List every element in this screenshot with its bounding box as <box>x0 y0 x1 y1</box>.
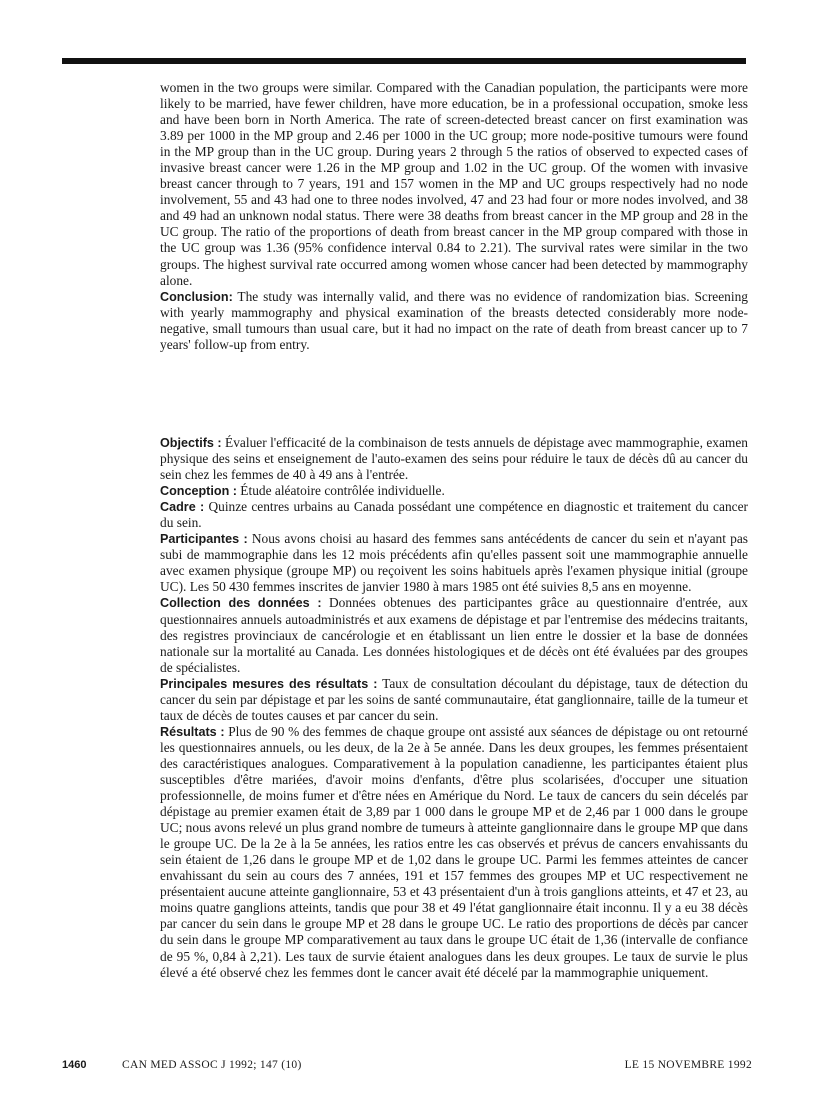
participantes-label: Participantes : <box>160 532 248 547</box>
issue-date: LE 15 NOVEMBRE 1992 <box>624 1059 752 1071</box>
resultats-text: Plus de 90 % des femmes de chaque groupe ont assisté aux séances de dépistage ou ont retourné les questionnaires annuels, ou les deux, de la 2e à 5e année. Dans les deux groupes, les femmes présentaient des caractéristiques analogues. Comparativement à la population canadienne, les participantes étaient plus susceptibles d'être mariées, d'avoir moins d'enfants, d'être plus scolarisées, d'occuper une situation professionnelle, de moins fumer et d'être nées en Amérique du Nord. Le taux de cancers du sein décelés par dépistage au premier examen était de 3,89 par 1 000 dans le groupe MP et de 2,46 par 1 000 dans le groupe UC; nous avons relevé un plus grand nombre de tumeurs à atteinte ganglionnaire dans le groupe MP que dans le groupe UC. De la 2e à la 5e années, les ratios entre les cas observés et prévus de cancers envahissants du sein étaient de 1,26 dans le groupe MP et de 1,02 dans le groupe UC. Parmi les femmes atteintes de cancer envahissant du sein au cours des 7 années, 191 et 157 femmes des groupes MP et UC respectivement ne présentaient aucune atteinte ganglionnaire, 53 et 43 présentaient d'un à trois ganglions atteints, et 47 et 23, au moins quatre ganglions atteints, tandis que pour 38 et 49 l'état ganglionnaire était inconnu. Il y a eu 38 décès par cancer du sein dans le groupe MP et 28 dans le groupe UC. Le ratio des proportions de décès par cancer du sein dans le groupe MP comparativement au taux dans le groupe UC était de 1,36 (intervalle de confiance de 95 %, 0,84 à 2,21). Les taux de survie étaient analogues dans les deux groupes. Le taux de survie le plus élevé a été observé chez les femmes dont le cancer avait été décelé par la mammographie uniquement. <box>160 723 748 980</box>
conclusion-label: Conclusion: <box>160 289 233 304</box>
cadre-paragraph <box>160 499 748 531</box>
french-abstract <box>160 435 748 981</box>
participantes-paragraph <box>160 531 748 595</box>
mesures-label: Principales mesures des résultats : <box>160 676 378 691</box>
cadre-text: Quinze centres urbains au Canada possédant une compétence en diagnostic et traitement du cancer du sein. <box>160 499 748 531</box>
results-paragraph: women in the two groups were similar. Compared with the Canadian population, the participants were more likely to be married, have fewer children, have more education, be in a professional occupation, smoke less and have been born in North America. The rate of screen-detected breast cancer on first examination was 3.89 per 1000 in the MP group and 2.46 per 1000 in the UC group; more node-positive tumours were found in the MP group than in the UC group. During years 2 through 5 the ratios of observed to expected cases of invasive breast cancer were 1.26 in the MP group and 1.02 in the UC group. Of the women with invasive breast cancer through to 7 years, 191 and 157 women in the MP and UC groups respectively had no node involvement, 55 and 43 had one to three nodes involved, 47 and 23 had four or more nodes involved, and 38 and 49 had an unknown nodal status. There were 38 deaths from breast cancer in the MP group and 28 in the UC group. The ratio of the proportions of death from breast cancer in the MP group compared with those in the UC group was 1.36 (95% confidence interval 0.84 to 2.21). The survival rates were similar in the two groups. The highest survival rate occurred among women whose cancer had been detected by mammography alone. <box>160 80 748 288</box>
objectifs-text: Évaluer l'efficacité de la combinaison de tests annuels de dépistage avec mammographie, examen physique des seins et enseignement de l'auto-examen des seins pour réduire le taux de décès dû au cancer du sein chez les femmes de 40 à 49 ans à l'entrée. <box>160 435 748 483</box>
conclusion-paragraph <box>160 289 748 353</box>
conception-paragraph <box>160 483 748 499</box>
top-rule <box>62 58 746 64</box>
mesures-text: Taux de consultation découlant du dépistage, taux de détection du cancer du sein par dépistage et par les soins de santé communautaire, état ganglionnaire, taille de la tumeur et taux de décès de toutes causes et par cancer du sein. <box>160 675 748 723</box>
resultats-label: Résultats : <box>160 724 225 739</box>
collection-label: Collection des données : <box>160 596 322 611</box>
objectifs-paragraph <box>160 435 748 483</box>
collection-paragraph <box>160 595 748 675</box>
english-abstract <box>160 80 748 353</box>
conception-label: Conception : <box>160 484 237 499</box>
objectifs-label: Objectifs : <box>160 436 222 450</box>
journal-citation: CAN MED ASSOC J 1992; 147 (10) <box>122 1059 302 1071</box>
participantes-text: Nous avons choisi au hasard des femmes sans antécédents de cancer du sein et n'ayant pas subi de mammographie dans les 12 mois précédents afin qu'elles passent soit une mammographie annuelle avec examen physique (groupe MP) ou reçoivent les soins habituels après l'examen physique initial (groupe UC). Les 50 430 femmes inscrites de janvier 1980 à mars 1985 ont été suivies 8,5 ans en moyenne. <box>160 531 748 595</box>
conclusion-text: The study was internally valid, and there was no evidence of randomization bias. Screening with yearly mammography and physical examination of the breasts detected considerably more node-negative, small tumours than usual care, but it had no impact on the rate of death from breast cancer up to 7 years' follow-up from entry. <box>160 288 748 352</box>
page-footer <box>62 1059 752 1077</box>
collection-text: Données obtenues des participantes grâce au questionnaire d'entrée, aux questionnaires annuels autoadministrés et aux examens de dépistage et par l'entremise des médecins traitants, des registres provinciaux de cancérologie et en établissant un lien entre le dossier et la base de données nationale sur la mortalité au Canada. Les données histologiques et de décès ont été évaluées par des groupes de spécialistes. <box>160 595 748 675</box>
cadre-label: Cadre : <box>160 500 205 515</box>
conception-text: Étude aléatoire contrôlée individuelle. <box>236 483 445 499</box>
mesures-paragraph <box>160 676 748 724</box>
resultats-paragraph <box>160 724 748 981</box>
page-number: 1460 <box>62 1059 87 1071</box>
